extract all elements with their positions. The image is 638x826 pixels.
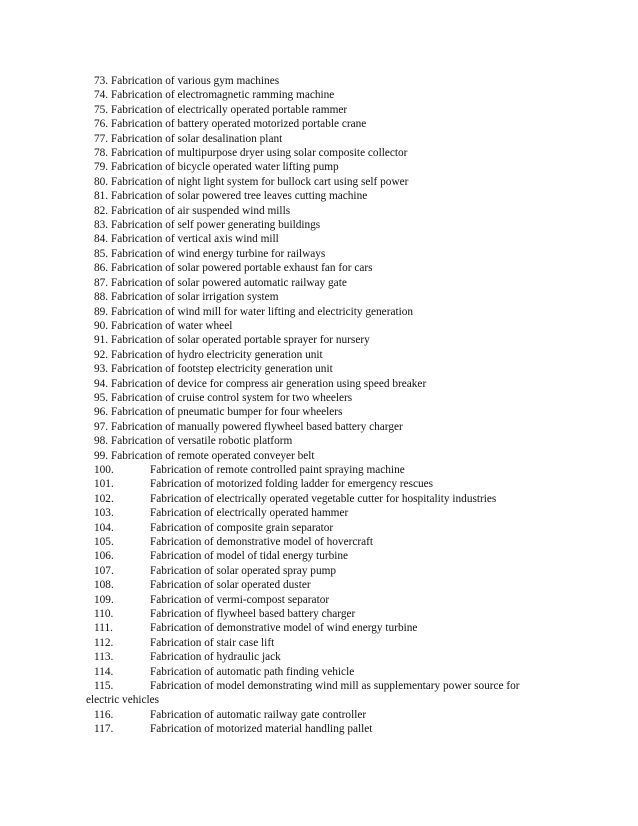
list-item [94,708,614,722]
list-item [94,204,614,218]
list-item [94,175,614,189]
item-text: Fabrication of wind mill for water lifting and electricity generation [110,305,414,318]
item-text: Fabrication of solar powered tree leaves cutting machine [110,190,368,203]
item-number: 96. [94,406,109,419]
item-number: 75. [94,103,109,116]
item-text: Fabrication of solar operated spray pump [150,564,337,577]
item-number: 115. [94,680,114,693]
list-item [94,232,614,246]
list-item [94,535,614,549]
item-text: Fabrication of demonstrative model of hovercraft [150,536,374,548]
item-text: Fabrication of model of tidal energy turbine [150,550,349,563]
item-text: Fabrication of stair case lift [150,636,275,649]
item-number: 94. [94,377,109,390]
item-text: Fabrication of solar powered automatic railway gate [110,276,347,289]
list-item [94,319,614,333]
list-item [94,276,614,290]
project-list [86,74,614,737]
list-item [94,348,614,362]
list-item [94,506,614,520]
item-number: 106. [94,550,114,563]
item-number: 81. [94,190,109,203]
item-number: 85. [94,247,109,260]
list-item [94,665,614,679]
item-number: 83. [94,219,109,232]
list-item [94,146,614,160]
list-item [94,578,614,592]
item-number: 95. [94,391,109,404]
item-text: Fabrication of electrically operated portable rammer [110,103,348,116]
item-number: 112. [94,636,114,649]
item-text: Fabrication of air suspended wind mills [110,204,291,217]
item-number: 98. [94,435,109,448]
item-number: 80. [94,175,109,188]
item-number: 109. [94,593,114,606]
item-number: 89. [94,305,109,318]
item-text: Fabrication of hydraulic jack [150,651,281,664]
item-text: Fabrication of night light system for bullock cart using self power [110,175,409,188]
item-text: Fabrication of solar desalination plant [110,132,283,145]
item-number: 92. [94,348,109,361]
list-item [94,722,614,736]
item-text-continuation: electric vehicles [86,694,160,707]
list-item [94,521,614,535]
item-text: Fabrication of motorized folding ladder for emergency rescues [150,478,434,491]
item-number: 90. [94,319,109,332]
list-item [94,477,614,491]
list-item [94,449,614,463]
item-text: Fabrication of pneumatic bumper for four wheelers [110,406,343,419]
item-number: 113. [94,651,114,664]
list-item [94,88,614,102]
item-number: 99. [94,449,109,462]
list-item [94,607,614,621]
list-item [94,160,614,174]
item-number: 93. [94,363,109,376]
item-text: Fabrication of electromagnetic ramming machine [110,89,335,102]
item-text: Fabrication of demonstrative model of wind energy turbine [150,622,418,635]
item-number: 73. [94,75,109,87]
item-number: 84. [94,233,109,246]
list-item [94,549,614,563]
item-number: 79. [94,161,109,174]
list-item [94,333,614,347]
list-item [94,564,614,578]
item-text: Fabrication of model demonstrating wind mill as supplementary power source for [150,680,520,693]
item-text: Fabrication of manually powered flywheel based battery charger [110,420,403,433]
list-item [94,621,614,635]
item-text: Fabrication of footstep electricity generation unit [110,363,333,376]
list-item [94,189,614,203]
item-text: Fabrication of remote controlled paint spraying machine [150,463,405,476]
item-text: Fabrication of multipurpose dryer using solar composite collector [110,147,408,160]
list-item [94,463,614,477]
list-item [94,636,614,650]
item-number: 105. [94,536,114,548]
item-text: Fabrication of flywheel based battery charger [150,608,356,621]
item-text: Fabrication of bicycle operated water lifting pump [110,161,339,174]
item-text: Fabrication of solar operated duster [150,579,311,592]
list-item [94,362,614,376]
list-item [94,391,614,405]
item-number: 107. [94,564,114,577]
item-number: 104. [94,521,114,534]
item-text: Fabrication of solar operated portable sprayer for nursery [110,334,370,347]
item-text: Fabrication of solar irrigation system [110,291,279,304]
item-text: Fabrication of solar powered portable exhaust fan for cars [110,262,373,275]
item-number: 116. [94,708,114,721]
list-item [94,420,614,434]
item-number: 103. [94,507,114,520]
list-item [94,593,614,607]
list-item [94,650,614,664]
item-number: 102. [94,492,114,505]
item-number: 114. [94,665,114,678]
item-text: Fabrication of cruise control system for two wheelers [110,391,353,404]
item-text: Fabrication of electrically operated hammer [150,507,349,520]
item-text: Fabrication of vermi-compost separator [150,593,330,606]
item-number: 97. [94,420,109,433]
item-number: 82. [94,204,109,217]
item-number: 110. [94,608,114,621]
item-number: 100. [94,463,114,476]
item-text: Fabrication of automatic railway gate controller [150,708,367,721]
list-item [94,434,614,448]
item-text: Fabrication of hydro electricity generation unit [110,348,323,361]
list-item [94,405,614,419]
list-item [94,218,614,232]
item-number: 88. [94,291,109,304]
list-item [94,117,614,131]
item-number: 101. [94,478,114,491]
list-item [94,132,614,146]
list-item [94,305,614,319]
item-text: Fabrication of versatile robotic platform [110,435,293,448]
item-text: Fabrication of battery operated motorized portable crane [110,118,367,131]
list-item [94,290,614,304]
item-text: Fabrication of vertical axis wind mill [110,233,279,246]
item-number: 86. [94,262,109,275]
item-text: Fabrication of various gym machines [110,75,280,87]
item-number: 117. [94,723,114,736]
item-text: Fabrication of automatic path finding vehicle [150,665,355,678]
item-text: Fabrication of device for compress air generation using speed breaker [110,377,427,390]
item-number: 78. [94,147,109,160]
item-text: Fabrication of electrically operated vegetable cutter for hospitality industries [150,492,497,505]
item-text: Fabrication of water wheel [110,319,233,332]
item-number: 91. [94,334,109,347]
item-number: 108. [94,579,114,592]
item-text: Fabrication of self power generating buildings [110,219,321,232]
item-text: Fabrication of motorized material handling pallet [150,723,373,736]
item-number: 74. [94,89,109,102]
list-item [94,492,614,506]
item-text: Fabrication of wind energy turbine for railways [110,247,326,260]
list-item [94,261,614,275]
list-item [86,679,614,708]
list-item [94,247,614,261]
list-item [94,377,614,391]
list-item [94,74,614,88]
item-text: Fabrication of remote operated conveyer belt [110,449,315,462]
item-number: 111. [94,622,113,635]
item-text: Fabrication of composite grain separator [150,521,334,534]
item-number: 76. [94,118,109,131]
item-number: 87. [94,276,109,289]
list-item [94,103,614,117]
item-number: 77. [94,132,109,145]
